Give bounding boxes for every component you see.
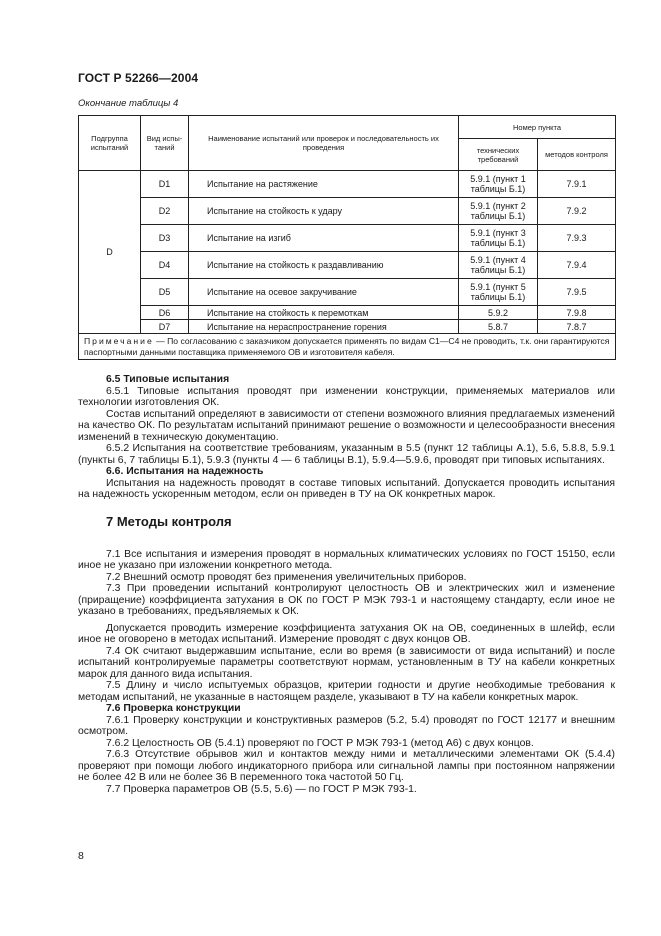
document-header: ГОСТ Р 52266—2004: [78, 71, 199, 85]
row-method: 7.9.5: [538, 279, 616, 306]
document-body: [78, 374, 615, 795]
row-code: D7: [141, 320, 189, 334]
header-kind: Вид испы-таний: [141, 116, 189, 171]
heading-7: 7 Методы контроля: [106, 513, 232, 529]
row-tech: 5.9.1 (пункт 4 таблицы Б.1): [459, 252, 538, 279]
table-row: [79, 198, 616, 225]
paragraph-7-4: 7.4 ОК считают выдержавшим испытание, если во время (в зависимости от вида испытаний) и после испытаний контролируемые параметры соответствуют нормам, установленным в ТУ на кабели конкретных марок для данного вида испытания.: [78, 645, 615, 680]
row-name: Испытание на растяжение: [189, 171, 459, 198]
row-code: D4: [141, 252, 189, 279]
paragraph-6-5-1b: Состав испытаний определяют в зависимости от степени возможного влияния предлагаемых изменений на качество ОК. По результатам испытаний принимают решение о возможности и целесообразности внесения изменений в техническую документацию.: [78, 408, 615, 443]
row-code: D3: [141, 225, 189, 252]
table-row: [79, 225, 616, 252]
row-method: 7.9.3: [538, 225, 616, 252]
paragraph-7-3b: Допускается проводить измерение коэффициента затухания ОК на ОВ, соединенных в шлейф, если иное не оговорено в методах испытаний. Измерение проводят с двух концов ОВ.: [78, 622, 615, 645]
row-tech: 5.9.2: [459, 306, 538, 320]
row-tech: 5.9.1 (пункт 2 таблицы Б.1): [459, 198, 538, 225]
row-method: 7.8.7: [538, 320, 616, 334]
table-row: [79, 320, 616, 334]
paragraph-7-3: 7.3 При проведении испытаний контролируют целостность ОВ и электрических жил и изменение (приращение) коэффициента затухания в ОК по ГОСТ Р МЭК 793-1 и настоящему стандарту, если иное не указано в требованиях, предъявляемых к ОК.: [78, 583, 615, 617]
row-tech: 5.9.1 (пункт 1 таблицы Б.1): [459, 171, 538, 198]
paragraph-7-2: 7.2 Внешний осмотр проводят без применения увеличительных приборов.: [106, 571, 467, 583]
table-caption: Окончание таблицы 4: [78, 98, 179, 109]
header-tech-req: технических требований: [459, 139, 538, 171]
paragraph-7-6-2: 7.6.2 Целостность ОВ (5.4.1) проверяют по ГОСТ Р МЭК 793-1 (метод А6) с двух концов.: [106, 737, 534, 749]
row-name: Испытание на стойкость к удару: [189, 198, 459, 225]
row-method: 7.9.8: [538, 306, 616, 320]
row-name: Испытание на осевое закручивание: [189, 279, 459, 306]
row-tech: 5.9.1 (пункт 5 таблицы Б.1): [459, 279, 538, 306]
paragraph-7-7: 7.7 Проверка параметров ОВ (5.5, 5.6) — по ГОСТ Р МЭК 793-1.: [106, 783, 417, 795]
row-code: D2: [141, 198, 189, 225]
header-subgroup: Подгруппа испытаний: [79, 116, 141, 171]
paragraph-6-6: Испытания на надежность проводят в составе типовых испытаний. Допускается проводить испытания на надежность ускоренным методом, если он приведен в ТУ на ОК конкретных марок.: [78, 477, 615, 500]
heading-6-5: 6.5 Типовые испытания: [106, 374, 230, 385]
row-name: Испытание на нераспространение горения: [189, 320, 459, 334]
row-name: Испытание на стойкость к перемоткам: [189, 306, 459, 320]
paragraph-6-5-2: 6.5.2 Испытания на соответствие требованиям, указанным в 5.5 (пункт 12 таблицы А.1), 5.6, 5.8.8, 5.9.1 (пункты 6, 7 таблицы Б.1), 5.9.3 (пункты 4 — 6 таблицы В.1), 5.9.4—5.9.6, проводят при типовых испытаниях.: [78, 443, 615, 466]
row-name: Испытание на стойкость к раздавливанию: [189, 252, 459, 279]
paragraph-7-6-1: 7.6.1 Проверку конструкции и конструктивных размеров (5.2, 5.4) проводят по ГОСТ 12177 и внешним осмотром.: [78, 714, 615, 737]
paragraph-7-1: 7.1 Все испытания и измерения проводят в нормальных климатических условиях по ГОСТ 15150, если иное не указано при изложении конкретного метода.: [78, 548, 615, 571]
row-method: 7.9.1: [538, 171, 616, 198]
heading-6-6: 6.6. Испытания на надежность: [106, 466, 264, 477]
header-methods: методов контроля: [538, 139, 616, 171]
row-code: D5: [141, 279, 189, 306]
group-label: D: [79, 171, 141, 334]
table-note: [79, 334, 616, 360]
table-row: [79, 279, 616, 306]
heading-7-6: 7.6 Проверка конструкции: [106, 703, 241, 714]
row-method: 7.9.4: [538, 252, 616, 279]
page-number: 8: [78, 850, 84, 862]
table-note-row: [79, 334, 616, 360]
row-method: 7.9.2: [538, 198, 616, 225]
paragraph-7-6-3: 7.6.3 Отсутствие обрывов жил и контактов между ними и металлическими элементами ОК (5.4.4) проверяют при помощи любого индикаторного прибора или сигнальной лампы при постоянном напряжении не более 42 В или не более 36 В переменного тока частотой 50 Гц.: [78, 749, 615, 783]
row-tech: 5.8.7: [459, 320, 538, 334]
note-label: Примечание: [84, 336, 154, 346]
row-tech: 5.9.1 (пункт 3 таблицы Б.1): [459, 225, 538, 252]
row-code: D6: [141, 306, 189, 320]
row-name: Испытание на изгиб: [189, 225, 459, 252]
table-row: [79, 171, 616, 198]
note-text: — По согласованию с заказчиком допускается применять по видам С1—С4 не проводить, т.к. они гарантируются паспортными данными поставщика применяемого ОВ и изготовителя кабеля.: [84, 336, 610, 357]
paragraph-6-5-1: 6.5.1 Типовые испытания проводят при изменении конструкции, применяемых материалов или технологии изготовления ОК.: [78, 385, 615, 408]
row-code: D1: [141, 171, 189, 198]
table-row: [79, 252, 616, 279]
table-4: [78, 115, 616, 360]
table-row: [79, 306, 616, 320]
header-name: Наименование испытаний или проверок и последовательность их проведения: [189, 116, 459, 171]
header-clause: Номер пункта: [459, 116, 616, 139]
paragraph-7-5: 7.5 Длину и число испытуемых образцов, критерии годности и другие необходимые требования к методам испытаний, не указанные в настоящем разделе, указывают в ТУ на кабели конкретных марок.: [78, 680, 615, 703]
